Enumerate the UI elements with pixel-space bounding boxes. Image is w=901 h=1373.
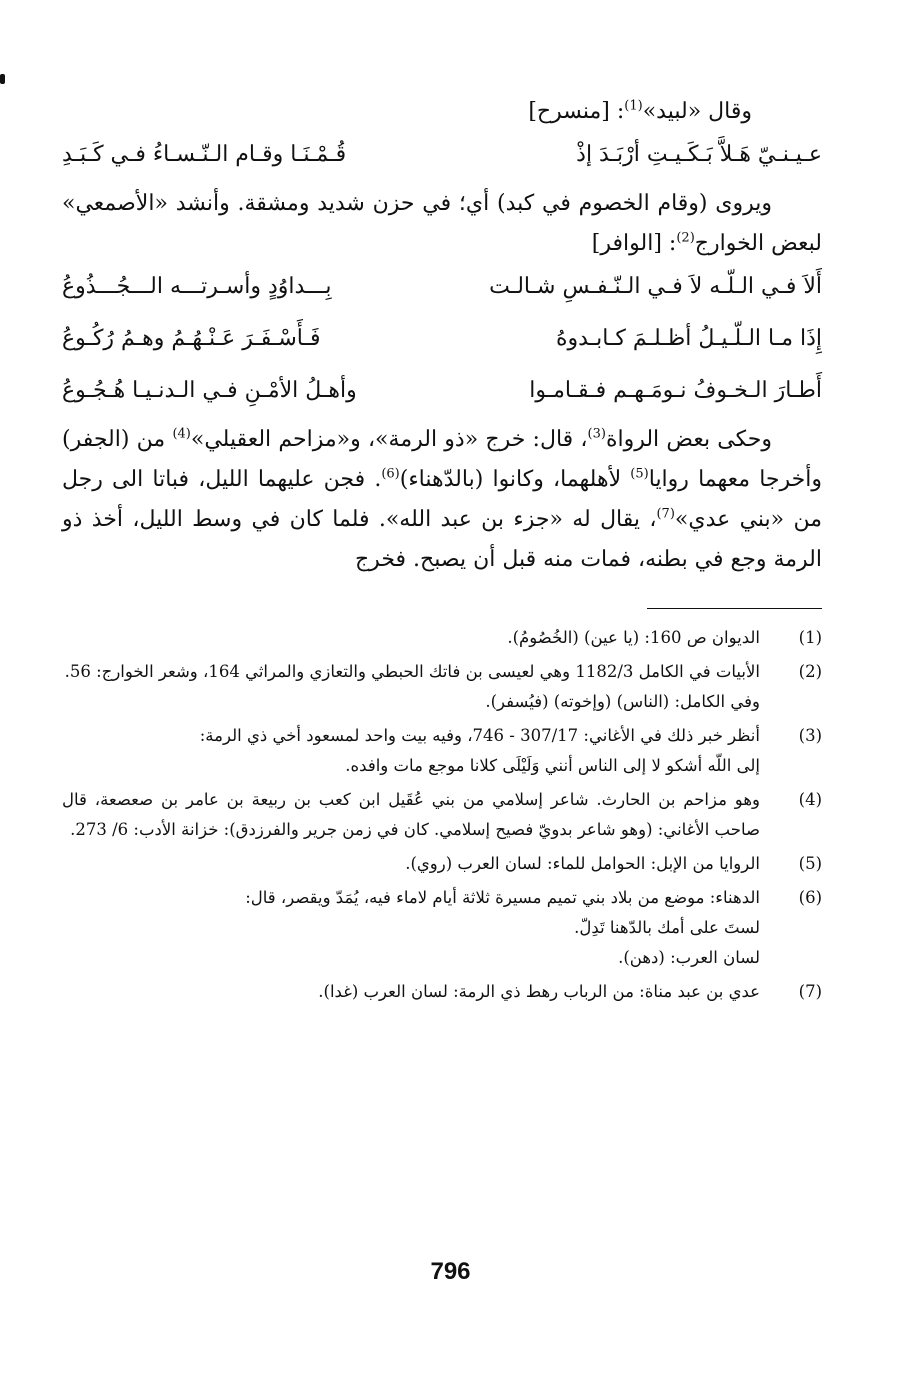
verse-hemistich-first: أَطـارَ الـخـوفُ نـومَـهـم فـقـامـوا <box>529 378 822 403</box>
footnote-item <box>62 977 822 1007</box>
scan-mark <box>0 74 5 84</box>
footnote-body <box>62 721 760 781</box>
intro-text: وقال «لبيد» <box>642 99 752 124</box>
footnote-item <box>62 657 822 717</box>
footnote-item <box>62 623 822 653</box>
footnote-item <box>62 721 822 781</box>
footnote-ref[interactable]: (3) <box>587 426 606 442</box>
paragraph-text: ، يقال له «جزء بن عبد الله». فلما كان في وسط الليل، أخذ ذو الرمة وجع في بطنه، فمات منه قبل أن يصبح. فخرج <box>62 507 822 572</box>
poem-verses <box>62 264 822 420</box>
footnote-number: (4) <box>798 790 822 809</box>
paragraph-text: ، قال: خرج «ذو الرمة»، و«مزاحم العقيلي» <box>190 427 588 452</box>
verse-line-4 <box>62 368 822 420</box>
footnote-line: الديوان ص 160: (يا عين) (الخُصُومُ). <box>507 628 760 647</box>
footnote-body <box>62 657 760 717</box>
page-number: 796 <box>430 1258 471 1285</box>
verse-line-1 <box>62 132 822 184</box>
paragraph-1 <box>62 184 822 264</box>
footnote-ref[interactable]: (5) <box>630 466 649 482</box>
footnote-number: (2) <box>798 662 822 681</box>
footnote-line: الدهناء: موضع من بلاد بني تميم مسيرة ثلاثة أيام لاماء فيه، يُمَدّ ويقصر، قال: <box>245 888 760 907</box>
verse-hemistich-second: وأهـلُ الأمْـنِ فـي الـدنـيـا هُـجُـوعُ <box>62 378 357 403</box>
footnote-line: وهو مزاحم بن الحارث. شاعر إسلامي من بني عُقَيل ابن كعب بن ربيعة بن عامر بن صعصعة، قال صاحب الأغاني: (وهو شاعر بدويّ فصيح إسلامي. كان في زمن جرير والفرزدق): خزانة الأدب: 6/ 273. <box>62 790 760 839</box>
footnote-line: الأبيات في الكامل 1182/3 وهي لعيسى بن فاتك الحبطي والتعازي والمراثي 164، وشعر الخوارج: 56. <box>64 662 760 681</box>
footnote-ref-2[interactable]: (2) <box>676 230 695 246</box>
footnote-line: وفي الكامل: (الناس) (وإخوته) (فيُسفر). <box>485 692 760 711</box>
footnote-ref[interactable]: (7) <box>656 506 675 522</box>
paragraph-text: . فجن عليهما الليل، فباتا الى رجل من «بني عدي» <box>62 467 822 532</box>
footnote-ref[interactable]: (4) <box>172 426 191 442</box>
footnote-number: (6) <box>798 888 822 907</box>
footnote-body <box>62 883 760 973</box>
footnote-item <box>62 785 822 845</box>
footnote-number: (7) <box>798 982 822 1001</box>
intro-line <box>62 92 752 132</box>
footnote-body <box>62 785 760 845</box>
footnote-line: لسان العرب: (دهن). <box>618 948 760 967</box>
footnote-body <box>62 977 760 1007</box>
footnotes <box>62 623 822 1007</box>
verse-hemistich-second: قُـمْـنَـا وقـام الـنّـسـاءُ فـي كَـبَـدِ <box>62 142 347 167</box>
footnote-line: لستَ على أمك بالدّهنا تَدِلّ. <box>574 918 760 937</box>
verse-line-3 <box>62 316 822 368</box>
footnote-item <box>62 883 822 973</box>
paragraph-1-meter: : [الوافر] <box>591 231 677 256</box>
verse-hemistich-first: إِذَا مـا الـلّـيـلُ أظـلـمَ كـابـدوهُ <box>556 326 822 351</box>
verse-hemistich-first: أَلاَ فـي الـلّـه لاَ فـي الـنّـفـسِ شـالـت <box>489 274 822 299</box>
paragraph-text: وحكى بعض الرواة <box>605 427 773 452</box>
paragraph-text: من (الجفر) وأخرجا معهما روايا <box>62 427 822 492</box>
footnote-number: (5) <box>798 854 822 873</box>
paragraph-1-text: ويروى (وقام الخصوم في كبد) أي؛ في حزن شديد ومشقة. وأنشد «الأصمعي» لبعض الخوارج <box>62 191 822 256</box>
verse-line-2 <box>62 264 822 316</box>
intro-meter: : [منسرح] <box>528 99 625 124</box>
footnote-ref-1[interactable]: (1) <box>624 98 643 114</box>
paragraph-text: لأهلهما، وكانوا (بالدّهناء) <box>399 467 631 492</box>
page-content <box>62 92 822 1011</box>
footnote-line: إلى اللّه أشكو لا إلى الناس أنني وَلَيْلَى كلانا موجع مات وافده. <box>345 756 760 775</box>
footnote-body <box>62 623 760 653</box>
footnote-line: الروايا من الإبل: الحوامل للماء: لسان العرب (روي). <box>405 854 760 873</box>
footnote-ref[interactable]: (6) <box>381 466 400 482</box>
footnote-number: (3) <box>798 726 822 745</box>
footnote-line: أنظر خبر ذلك في الأغاني: 307/17 - 746، وفيه بيت واحد لمسعود أخي ذي الرمة: <box>199 726 760 745</box>
footnote-body <box>62 849 760 879</box>
verse-hemistich-second: بِـــداوُدٍ وأسـرتـــه الـــجُـــذُوعُ <box>62 274 332 299</box>
footnote-item <box>62 849 822 879</box>
paragraph-2 <box>62 420 822 580</box>
footnote-separator <box>647 608 822 609</box>
footnote-line: عدي بن عبد مناة: من الرباب رهط ذي الرمة: لسان العرب (غدا). <box>318 982 760 1001</box>
footnote-number: (1) <box>798 628 822 647</box>
verse-hemistich-first: عـيـنـيّ هَـلاَّ بَـكَـيـتِ أرْبَـدَ إذْ <box>576 142 822 167</box>
verse-hemistich-second: فَـأَسْـفَـرَ عَـنْـهُـمُ وهـمُ رُكُـوعُ <box>62 326 321 351</box>
